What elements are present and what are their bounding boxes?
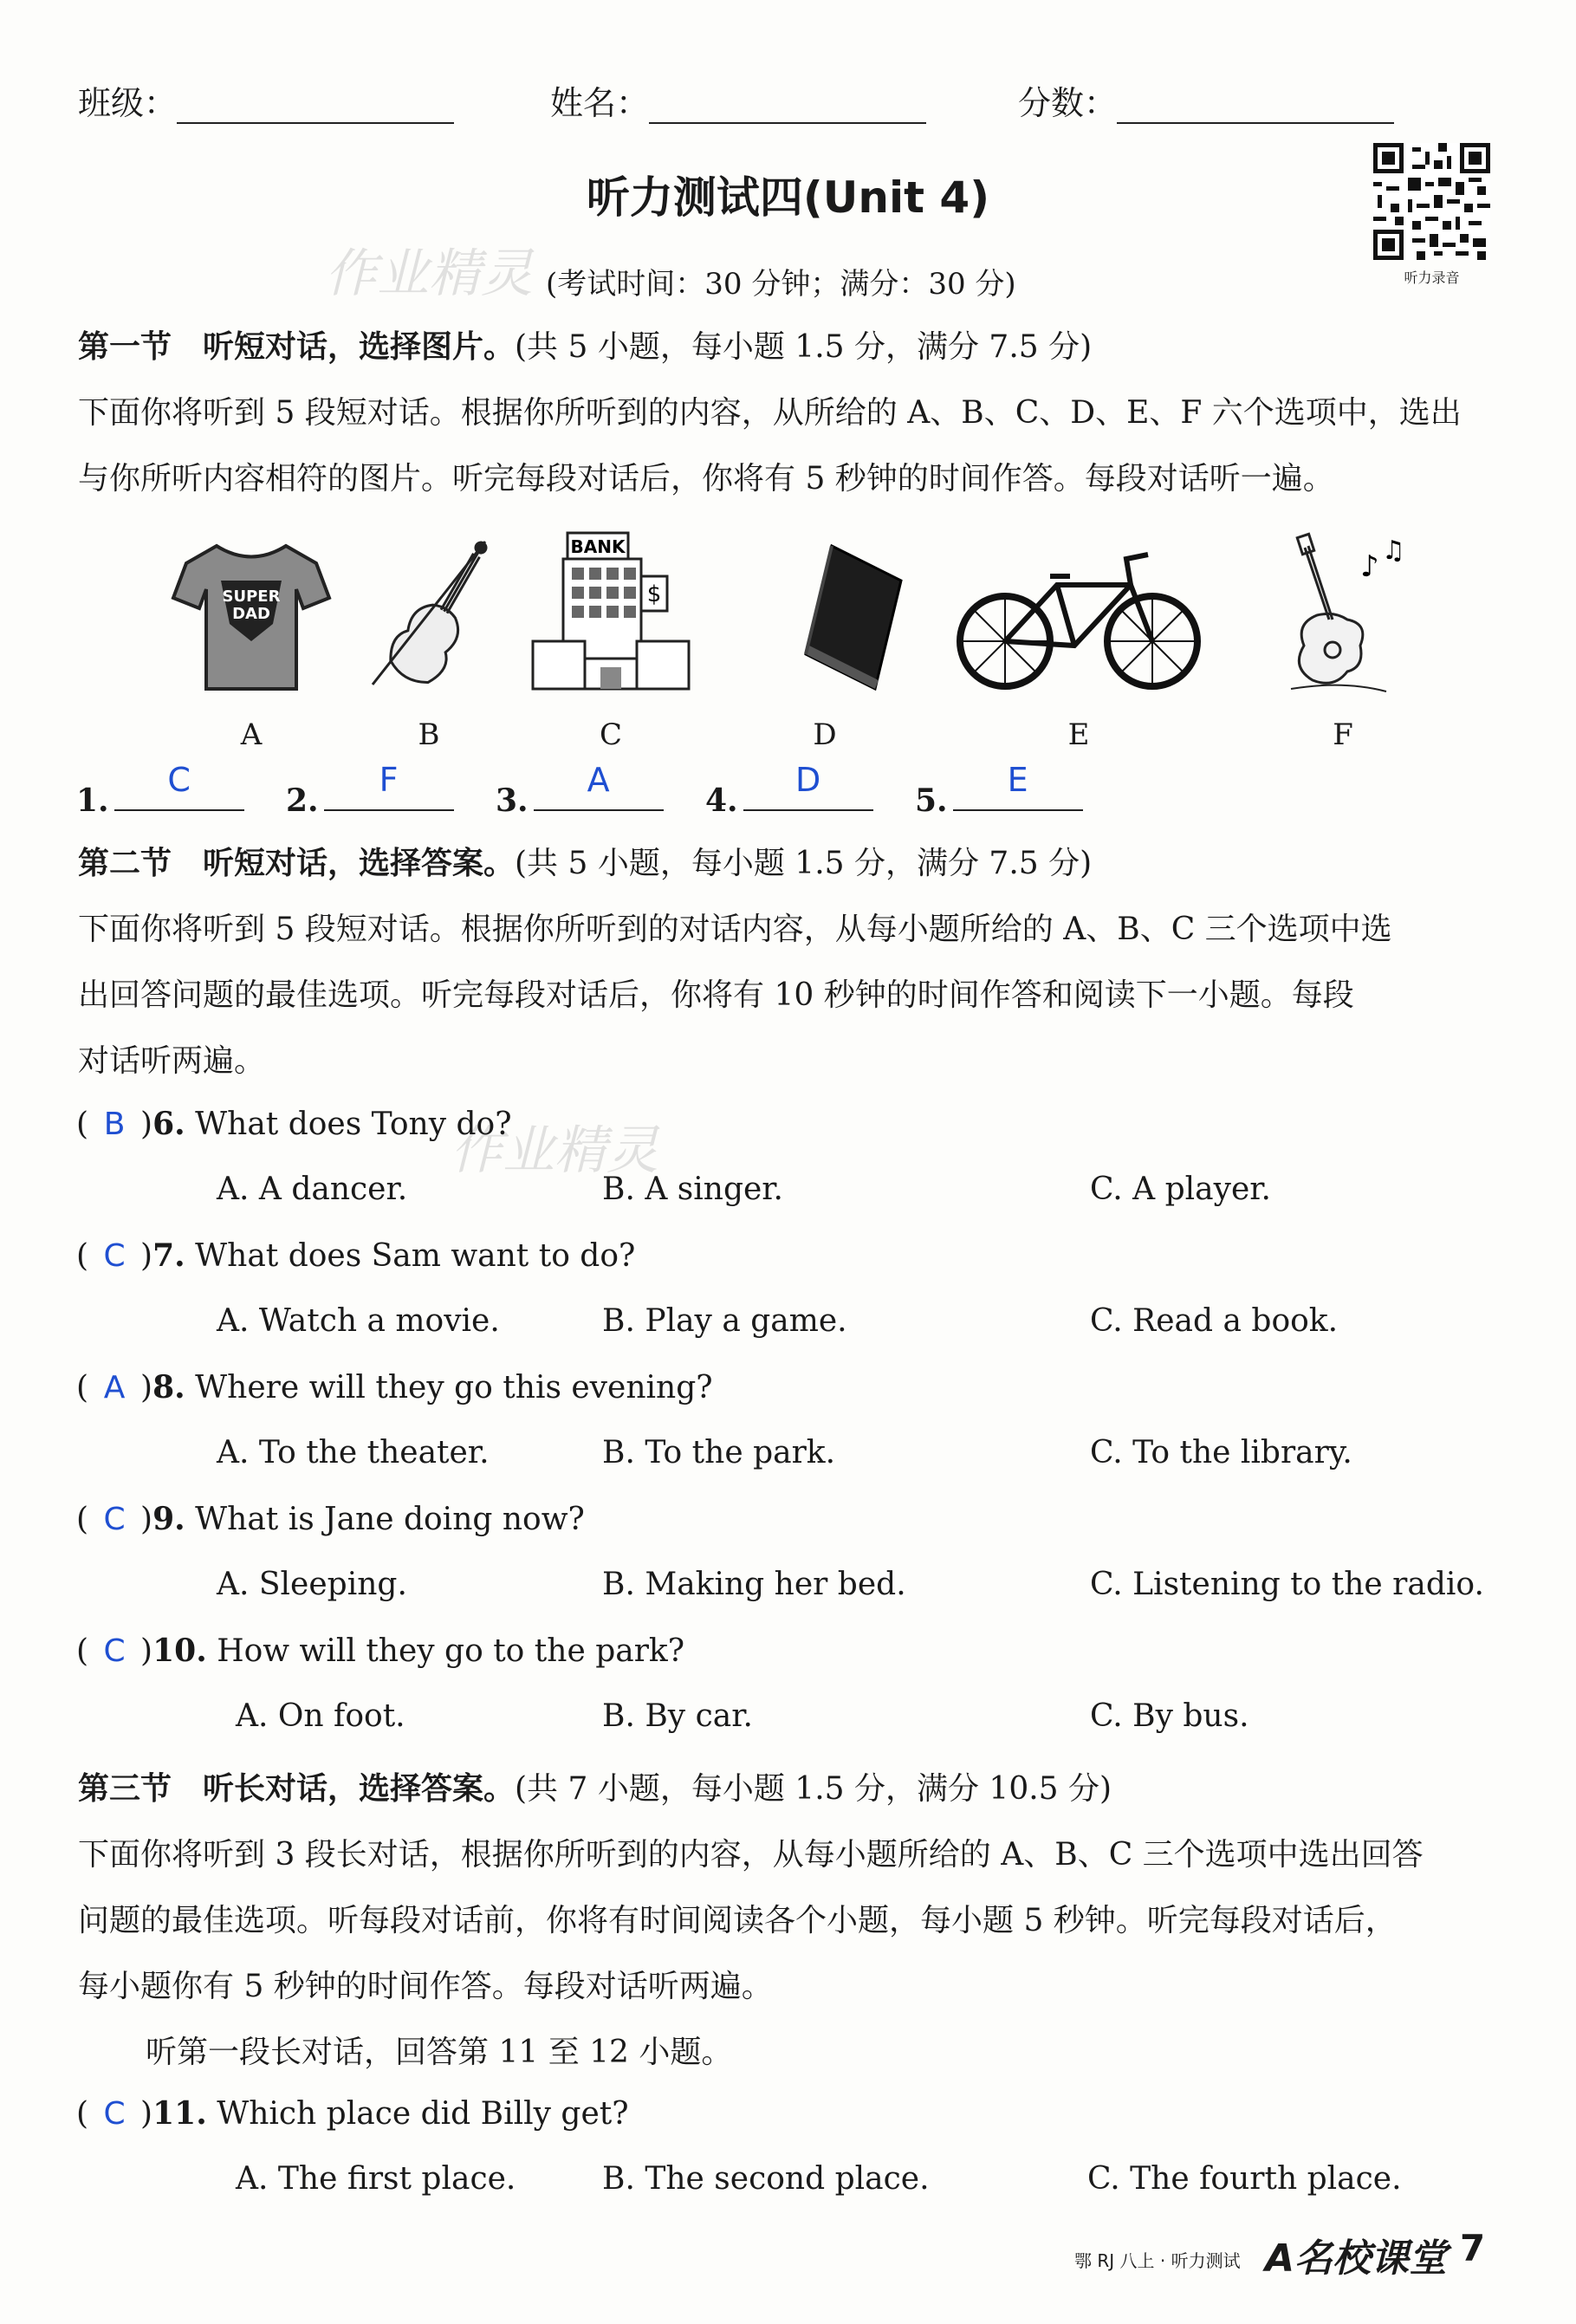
answer-blank[interactable] [743, 761, 873, 811]
svg-text:♫: ♫ [1382, 536, 1405, 566]
option-b: B. A singer. [602, 1172, 784, 1207]
question-number: 8. [152, 1369, 185, 1405]
section2-instruction-2: 出回答问题的最佳选项。听完每段对话后，你将有 10 秒钟的时间作答和阅读下一小题。每段 [78, 977, 1354, 1013]
answer-value[interactable]: C [103, 1238, 126, 1274]
answer-value: D [794, 761, 821, 799]
option-a: A. A dancer. [217, 1172, 408, 1207]
answer-value[interactable]: C [103, 1633, 126, 1669]
svg-text:SUPER: SUPER [222, 587, 281, 606]
section1-meta: (共 5 小题，每小题 1.5 分，满分 7.5 分) [515, 329, 1093, 365]
class-blank[interactable] [177, 91, 454, 124]
answer-value[interactable]: A [103, 1370, 126, 1405]
picture-label-c: C [599, 717, 622, 752]
answer-blank[interactable] [114, 761, 244, 811]
question-number: 6. [152, 1106, 185, 1142]
picture-label-e: E [1067, 717, 1090, 752]
question-text: What is Jane doing now? [195, 1502, 585, 1537]
section2-meta: (共 5 小题，每小题 1.5 分，满分 7.5 分) [515, 846, 1093, 881]
option-c: C. A player. [1090, 1172, 1271, 1207]
answer-value: E [1007, 761, 1028, 799]
option-a: A. Sleeping. [217, 1567, 407, 1602]
section2-instruction-1: 下面你将听到 5 段短对话。根据你所听到的对话内容，从每小题所给的 A、B、C 三个选项中选 [78, 912, 1392, 947]
score-label: 分数： [1018, 84, 1118, 122]
section2-heading [78, 839, 1092, 883]
option-b: B. By car. [602, 1698, 753, 1734]
question-8: ( A )8. Where will they go this evening? [76, 1369, 713, 1405]
picture-d-book [771, 529, 944, 702]
section3-instruction-1: 下面你将听到 3 段长对话，根据你所听到的内容，从每小题所给的 A、B、C 三个选项中选出回答 [78, 1837, 1424, 1873]
exam-info: (考试时间：30 分钟；满分：30 分) [546, 267, 1016, 302]
question-number: 10. [152, 1633, 207, 1669]
blank-number: 5. [915, 782, 948, 819]
picture-label-f: F [1333, 717, 1353, 752]
option-a: A. To the theater. [217, 1435, 490, 1470]
name-field [550, 76, 926, 124]
option-c: C. Read a book. [1090, 1303, 1339, 1339]
picture-e-bicycle [953, 529, 1204, 702]
option-c: C. To the library. [1090, 1435, 1352, 1470]
publisher-logo: A名校课堂 [1265, 2236, 1448, 2281]
question-number: 9. [152, 1501, 185, 1537]
question-text: Which place did Billy get? [217, 2096, 629, 2132]
section2-instruction-3: 对话听两遍。 [78, 1043, 266, 1079]
section2-title: 第二节 听短对话，选择答案。 [78, 846, 516, 881]
answer-blank[interactable] [534, 761, 664, 811]
question-text: What does Sam want to do? [195, 1238, 636, 1274]
blank-number: 4. [705, 782, 738, 819]
blank-3 [496, 761, 664, 819]
blank-2 [286, 761, 454, 819]
option-a: A. The first place. [236, 2161, 516, 2197]
question-6: ( B )6. What does Tony do? [76, 1106, 512, 1142]
answer-value: C [167, 761, 191, 799]
picture-b-violin [355, 529, 529, 702]
qr-code-icon[interactable] [1373, 143, 1490, 260]
picture-a-tshirt [165, 529, 338, 702]
section3-meta: (共 7 小题，每小题 1.5 分，满分 10.5 分) [515, 1771, 1112, 1807]
guitar-icon [1256, 529, 1430, 702]
section3-heading [78, 1764, 1112, 1808]
answer-value: A [587, 761, 610, 799]
option-b: B. The second place. [602, 2161, 930, 2197]
score-field [1018, 76, 1394, 124]
answer-blank[interactable] [324, 761, 454, 811]
option-c: C. By bus. [1090, 1698, 1249, 1734]
option-b: B. Play a game. [602, 1303, 847, 1339]
option-a: A. On foot. [236, 1698, 405, 1734]
picture-f-guitar [1256, 529, 1430, 702]
question-number: 11. [152, 2095, 207, 2132]
section1-instruction-2: 与你所听内容相符的图片。听完每段对话后，你将有 5 秒钟的时间作答。每段对话听一遍。 [78, 461, 1334, 497]
picture-label-b: B [418, 717, 440, 752]
section3-instruction-3: 每小题你有 5 秒钟的时间作答。每段对话听两遍。 [78, 1969, 773, 2004]
svg-text:$: $ [646, 581, 662, 607]
svg-text:BANK: BANK [570, 536, 626, 557]
blank-number: 1. [76, 782, 109, 819]
book-icon [771, 529, 944, 702]
bicycle-icon [953, 529, 1204, 702]
class-field [78, 76, 454, 124]
question-11: ( C )11. Which place did Billy get? [76, 2095, 629, 2132]
picture-label-d: D [813, 717, 837, 752]
watermark: 作业精灵 [325, 243, 533, 304]
option-a: A. Watch a movie. [217, 1303, 500, 1339]
question-number: 7. [152, 1237, 185, 1274]
option-c: C. The fourth place. [1087, 2161, 1402, 2197]
section1-title: 第一节 听短对话，选择图片。 [78, 329, 516, 365]
score-blank[interactable] [1117, 91, 1394, 124]
blank-4 [705, 761, 873, 819]
violin-icon [355, 529, 529, 702]
picture-c-bank [524, 529, 697, 702]
svg-text:DAD: DAD [232, 605, 270, 623]
class-label: 班级： [78, 84, 178, 122]
option-b: B. To the park. [602, 1435, 836, 1470]
answer-value: F [379, 761, 399, 799]
section1-instruction-1: 下面你将听到 5 段短对话。根据你所听到的内容，从所给的 A、B、C、D、E、F 六个选项中，选出 [78, 395, 1462, 431]
answer-value[interactable]: C [103, 2096, 126, 2132]
blank-1 [76, 761, 244, 819]
footer-text: 鄂 RJ 八上 · 听力测试 [1074, 2250, 1241, 2271]
question-9: ( C )9. What is Jane doing now? [76, 1501, 585, 1537]
name-blank[interactable] [649, 91, 926, 124]
section3-sub-instruction: 听第一段长对话，回答第 11 至 12 小题。 [146, 2035, 733, 2070]
section3-title: 第三节 听长对话，选择答案。 [78, 1771, 516, 1807]
qr-caption: 听力录音 [1404, 269, 1460, 286]
blank-number: 3. [496, 782, 529, 819]
page-title: 听力测试四(Unit 4) [586, 172, 990, 223]
option-c: C. Listening to the radio. [1090, 1567, 1484, 1602]
question-text: What does Tony do? [195, 1107, 512, 1142]
option-b: B. Making her bed. [602, 1567, 906, 1602]
section3-instruction-2: 问题的最佳选项。听每段对话前，你将有时间阅读各个小题，每小题 5 秒钟。听完每段对话后， [78, 1903, 1397, 1938]
answer-value[interactable]: C [103, 1502, 126, 1537]
name-label: 姓名： [550, 84, 650, 122]
blank-number: 2. [286, 782, 319, 819]
question-text: How will they go to the park? [217, 1633, 685, 1669]
answer-blank[interactable] [953, 761, 1083, 811]
t-shirt-icon [165, 529, 338, 702]
watermark: 作业精灵 [451, 1120, 658, 1181]
question-text: Where will they go this evening? [195, 1370, 713, 1405]
picture-label-a: A [240, 717, 263, 752]
answer-value[interactable]: B [103, 1107, 126, 1142]
section1-heading [78, 322, 1092, 367]
question-7: ( C )7. What does Sam want to do? [76, 1237, 636, 1274]
svg-text:♪: ♪ [1360, 549, 1379, 584]
question-10: ( C )10. How will they go to the park? [76, 1633, 685, 1669]
bank-icon [524, 529, 697, 702]
page-number: 7 [1460, 2227, 1486, 2269]
blank-5 [915, 761, 1083, 819]
